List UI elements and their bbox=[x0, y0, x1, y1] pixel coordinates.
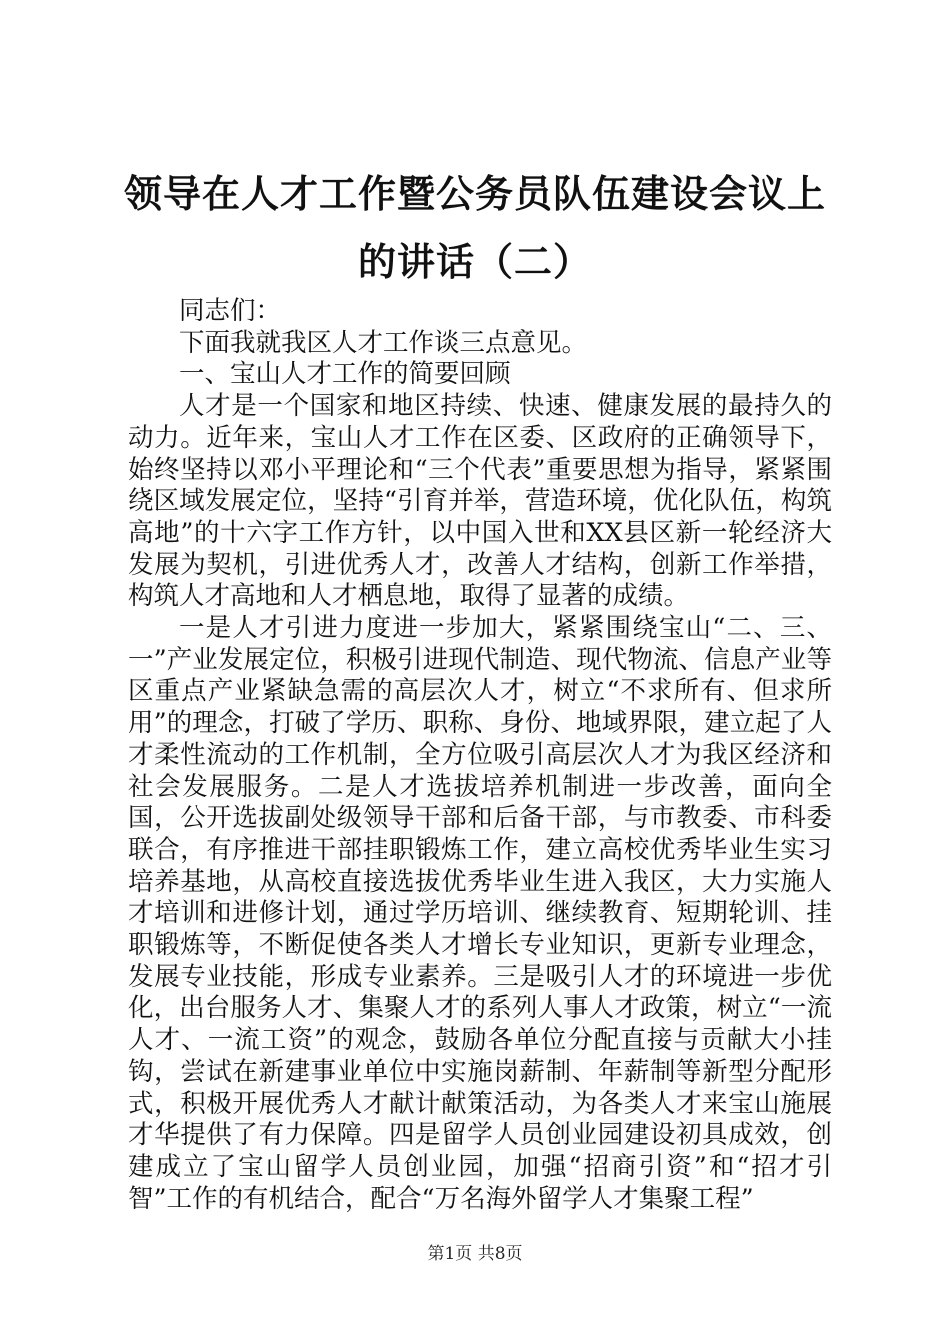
page-title: 领导在人才工作暨公务员队伍建设会议上的讲话（二） bbox=[123, 171, 826, 284]
salutation-paragraph: 同志们： bbox=[179, 296, 282, 326]
page-number-footer: 第1页 共8页 bbox=[427, 1244, 523, 1264]
body-paragraph: 人才是一个国家和地区持续、快速、健康发展的最持久的动力。近年来，宝山人才工作在区委、区政府的正确领导下，始终坚持以邓小平理论和“三个代表”重要思想为指导，紧紧围绕区域发展定位，坚持“引育并举，营造环境，优化队伍，构筑高地”的十六字工作方针，以中国入世和XX县区新一轮经济大发展为契机，引进优秀人才，改善人才结构，创新工作举措，构筑人才高地和人才栖息地，取得了显著的成绩。 bbox=[128, 391, 832, 612]
intro-paragraph: 下面我就我区人才工作谈三点意见。 bbox=[179, 327, 588, 358]
section-heading: 一、宝山人才工作的简要回顾 bbox=[179, 359, 511, 390]
document-body bbox=[128, 296, 832, 1215]
body-paragraph: 一是人才引进力度进一步加大，紧紧围绕宝山“二、三、一”产业发展定位，积极引进现代制造、现代物流、信息产业等区重点产业紧缺急需的高层次人才，树立“不求所有、但求所用”的理念，打破了学历、职称、身份、地域界限，建立起了人才柔性流动的工作机制，全方位吸引高层次人才为我区经济和社会发展服务。二是人才选拔培养机制进一步改善，面向全国，公开选拔副处级领导干部和后备干部，与市教委、市科委联合，有序推进干部挂职锻炼工作，建立高校优秀毕业生实习培养基地，从高校直接选拔优秀毕业生进入我区，大力实施人才培训和进修计划，通过学历培训、继续教育、短期轮训、挂职锻炼等，不断促使各类人才增长专业知识，更新专业理念，发展专业技能，形成专业素养。三是吸引人才的环境进一步优化，出台服务人才、集聚人才的系列人事人才政策，树立“一流人才、一流工资”的观念，鼓励各单位分配直接与贡献大小挂钩，尝试在新建事业单位中实施岗薪制、年薪制等新型分配形式，积极开展优秀人才献计献策活动，为各类人才来宝山施展才华提供了有力保障。四是留学人员创业园建设初具成效，创建成立了宝山留学人员创业园，加强“招商引资”和“招才引智”工作的有机结合，配合“万名海外留学人才集聚工程” bbox=[128, 613, 832, 1214]
